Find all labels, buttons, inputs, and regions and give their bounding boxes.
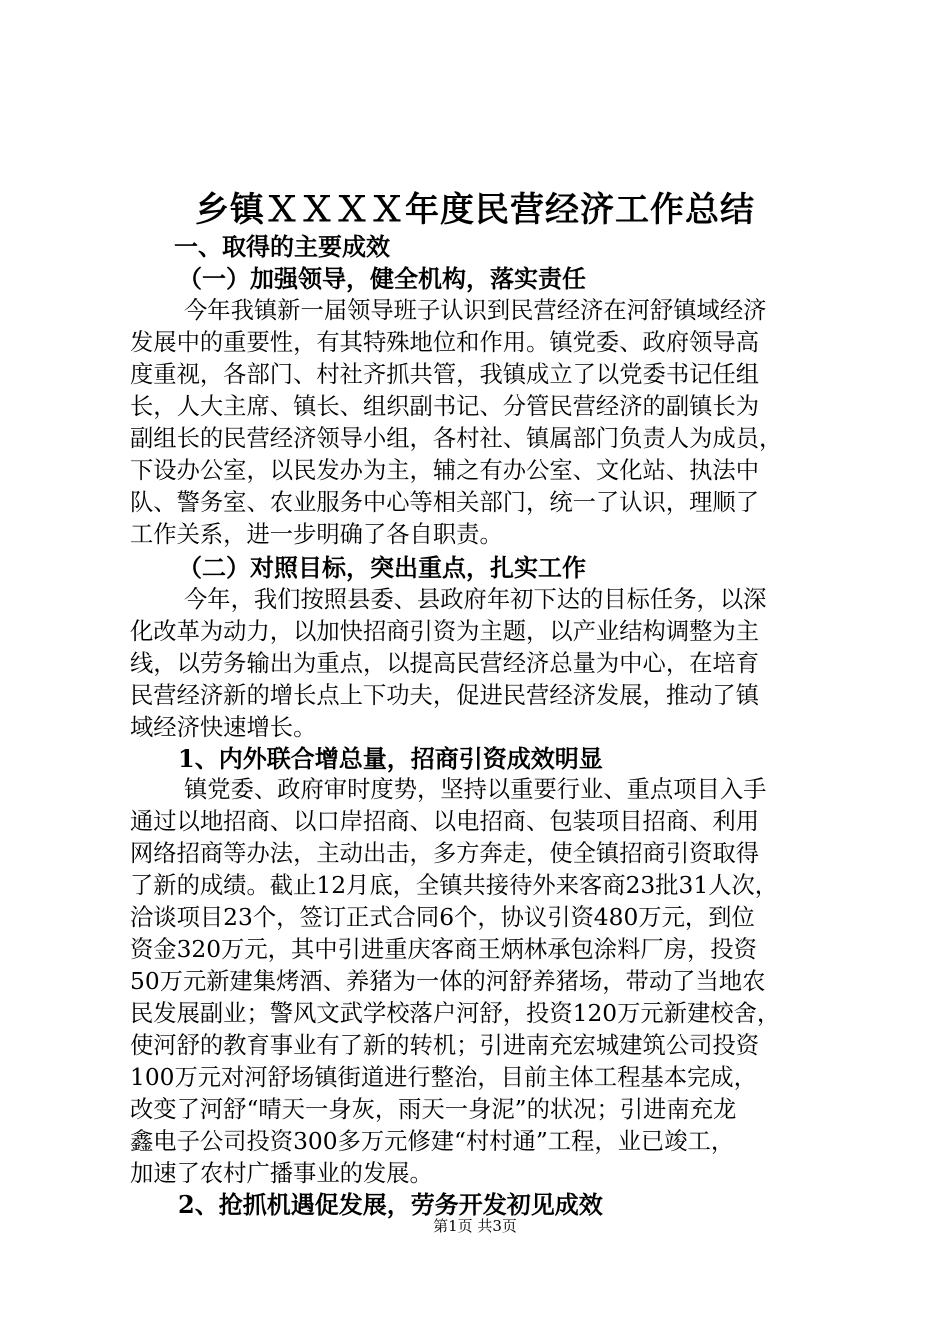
subsection-heading-leadership: （一）加强领导，健全机构，落实责任 [178,264,586,293]
paragraph-line: 化改革为动力，以加快招商引资为主题，以产业结构调整为主 [130,618,760,645]
paragraph-line: 加速了农村广播事业的发展。 [130,1160,433,1187]
paragraph-line: 今年，我们按照县委、县政府年初下达的目标任务，以深 [184,586,767,613]
document-title: 乡镇ＸＸＸＸ年度民营经济工作总结 [195,190,755,230]
paragraph-leadership [130,295,840,551]
item-heading-investment: 1、内外联合增总量，招商引资成效明显 [178,744,603,773]
paragraph-line: 使河舒的教育事业有了新的转机；引进南充宏城建筑公司投资 [130,1032,760,1059]
paragraph-line: 长，人大主席、镇长、组织副书记、分管民营经济的副镇长为 [130,393,760,420]
paragraph-line: 队、警务室、农业服务中心等相关部门，统一了认识，理顺了 [130,489,760,516]
paragraph-line: 资金320万元，其中引进重庆客商王炳林承包涂料厂房，投资 [130,936,757,963]
paragraph-line: 网络招商等办法，主动出击，多方奔走，使全镇招商引资取得 [130,840,760,867]
document-body [130,232,840,1220]
paragraph-line: 工作关系，进一步明确了各自职责。 [130,521,503,548]
paragraph-line: 副组长的民营经济领导小组，各村社、镇属部门负责人为成员， [130,425,783,452]
paragraph-line: 民营经济新的增长点上下功夫，促进民营经济发展，推动了镇 [130,682,760,709]
paragraph-line: 民发展副业；警风文武学校落户河舒，投资120万元新建校舍， [130,1000,781,1027]
paragraph-line: 了新的成绩。截止12月底，全镇共接待外来客商23批31人次， [130,872,779,899]
paragraph-line: 鑫电子公司投资300多万元修建“村村通”工程，业已竣工， [130,1128,735,1155]
subsection-heading-targets: （二）对照目标，突出重点，扎实工作 [178,553,586,582]
paragraph-line: 度重视，各部门、村社齐抓共管，我镇成立了以党委书记任组 [130,361,760,388]
paragraph-line: 域经济快速增长。 [130,714,317,741]
paragraph-line: 洽谈项目23个，签订正式合同6个，协议引资480万元，到位 [130,904,755,931]
paragraph-line: 100万元对河舒场镇街道进行整治，目前主体工程基本完成， [130,1064,757,1091]
paragraph-line: 发展中的重要性，有其特殊地位和作用。镇党委、政府领导高 [130,329,760,356]
paragraph-targets [130,584,840,744]
paragraph-line: 50万元新建集烤酒、养猪为一体的河舒养猪场，带动了当地农 [130,968,766,995]
item-heading-labor: 2、抢抓机遇促发展，劳务开发初见成效 [178,1190,603,1219]
paragraph-line: 镇党委、政府审时度势，坚持以重要行业、重点项目入手 [184,776,767,803]
page-footer: 第1页 共3页 [433,1217,517,1235]
section-heading-achievements: 一、取得的主要成效 [174,232,390,261]
paragraph-line: 通过以地招商、以口岸招商、以电招商、包装项目招商、利用 [130,808,760,835]
paragraph-line: 下设办公室，以民发办为主，辅之有办公室、文化站、执法中 [130,457,760,484]
paragraph-line: 改变了河舒“晴天一身灰，雨天一身泥”的状况；引进南充龙 [130,1096,737,1123]
paragraph-line: 今年我镇新一届领导班子认识到民营经济在河舒镇域经济 [184,297,767,324]
paragraph-investment [130,774,840,1190]
paragraph-line: 线，以劳务输出为重点，以提高民营经济总量为中心，在培育 [130,650,760,677]
